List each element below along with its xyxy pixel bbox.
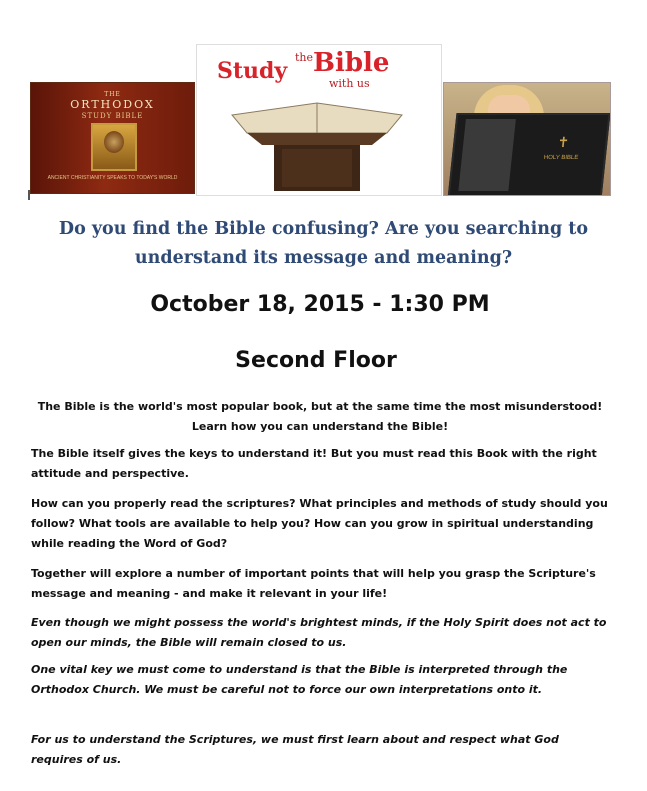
black-bible-icon <box>447 113 610 196</box>
book-cover-line-top: THE <box>104 91 121 98</box>
open-bible-lectern-icon <box>212 93 422 193</box>
icon-painting <box>91 123 137 171</box>
cross-icon: ✝ <box>556 135 570 151</box>
intro-paragraph: The Bible is the world's most popular book, but at the same time the most misunderstood! Learn how you can understand the Bible! <box>37 400 603 433</box>
paragraph-6: For us to understand the Scriptures, we must first learn about and respect what God requires of us. <box>31 733 559 766</box>
study-the-bible-logo <box>217 48 427 90</box>
logo-word-the: the <box>295 51 314 64</box>
text-cursor <box>28 190 30 200</box>
book-cover-footer: ANCIENT CHRISTIANITY SPEAKS TO TODAY'S WORLD <box>47 175 178 181</box>
orthodox-study-bible-image <box>30 82 195 194</box>
paragraph-3: Together will explore a number of important points that will help you grasp the Scripture's message and meaning - and make it relevant in your life! <box>31 567 596 600</box>
logo-word-study: Study <box>217 58 288 84</box>
event-location: Second Floor <box>235 348 397 373</box>
event-date-time: October 18, 2015 - 1:30 PM <box>150 292 490 317</box>
paragraph-1: The Bible itself gives the keys to understand it! But you must read this Book with the right attitude and perspective. <box>31 447 597 480</box>
logo-word-bible: Bible <box>313 48 390 78</box>
paragraph-2: How can you properly read the scriptures? What principles and methods of study should you follow? What tools are available to help you? How can you grow in spiritual understanding while reading the Word of God? <box>31 497 608 550</box>
girl-reading-bible-image <box>443 82 611 196</box>
study-the-bible-image <box>196 44 442 196</box>
book-cover-subtitle: STUDY BIBLE <box>81 112 144 120</box>
bible-cover-label: HOLY BIBLE <box>543 155 579 161</box>
paragraph-4: Even though we might possess the world's brightest minds, if the Holy Spirit does not act to open our minds, the Bible will remain closed to us. <box>31 616 607 649</box>
logo-word-with-us: with us <box>329 77 370 90</box>
headline-question: Do you find the Bible confusing? Are you searching to understand its message and meaning? <box>58 219 589 268</box>
book-cover-title: ORTHODOX <box>70 98 155 111</box>
header-banner <box>0 44 647 194</box>
bible-pages <box>458 119 516 191</box>
paragraph-5: One vital key we must come to understand is that the Bible is interpreted through the Orthodox Church. We must be careful not to force our own interpretations onto it. <box>31 663 568 696</box>
